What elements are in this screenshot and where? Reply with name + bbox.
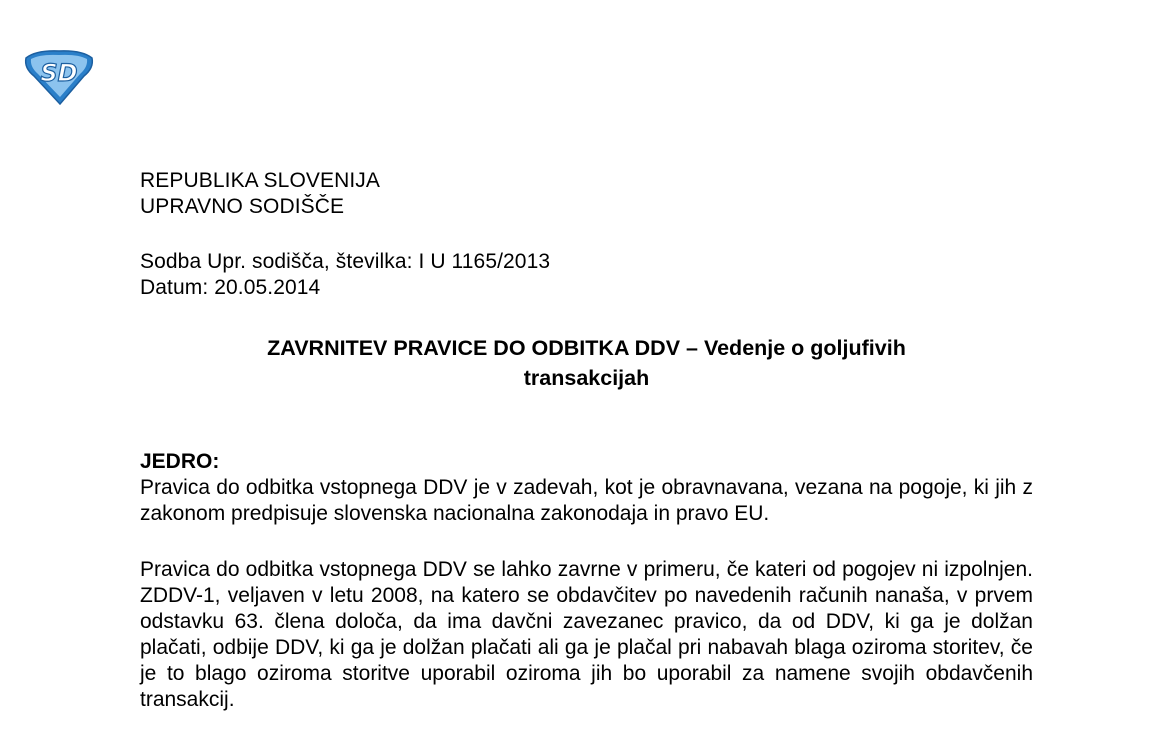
court-name: UPRAVNO SODIŠČE [140, 195, 345, 218]
court-header [140, 168, 380, 220]
republic-name: REPUBLIKA SLOVENIJA [140, 169, 380, 192]
title-line-1: ZAVRNITEV PRAVICE DO ODBITKA DDV – Vedenje o goljufivih [267, 336, 906, 360]
case-date: Datum: 20.05.2014 [140, 276, 321, 299]
case-info [140, 249, 550, 301]
core-heading: JEDRO: [140, 450, 220, 473]
case-number: Sodba Upr. sodišča, številka: I U 1165/2013 [140, 250, 551, 273]
core-paragraph-2: Pravica do odbitka vstopnega DDV se lahko zavrne v primeru, če kateri od pogojev ni izpolnjen. ZDDV-1, veljaven v letu 2008, na katero se obdavčitev po navedenih računih nanaša, v prvem odstavku 63. člena določa, da ima davčni zavezanec pravico, da od DDV, ki ga je dolžan plačati, odbije DDV, ki ga je dolžan plačati ali ga je plačal pri nabavah blaga oziroma storitev, če je to blago oziroma storitve uporabil oziroma jih bo uporabil za namene svojih obdavčenih transakcij. [140, 558, 1033, 711]
core-paragraph-1: Pravica do odbitka vstopnega DDV je v zadevah, kot je obravnavana, vezana na pogoje, ki jih z zakonom predpisuje slovenska nacionalna zakonodaja in pravo EU. [140, 476, 1033, 525]
title-line-2: transakcijah [523, 366, 650, 390]
sd-logo-icon [22, 48, 96, 106]
document-title [140, 333, 1033, 393]
logo-lettering: SD [40, 59, 78, 87]
